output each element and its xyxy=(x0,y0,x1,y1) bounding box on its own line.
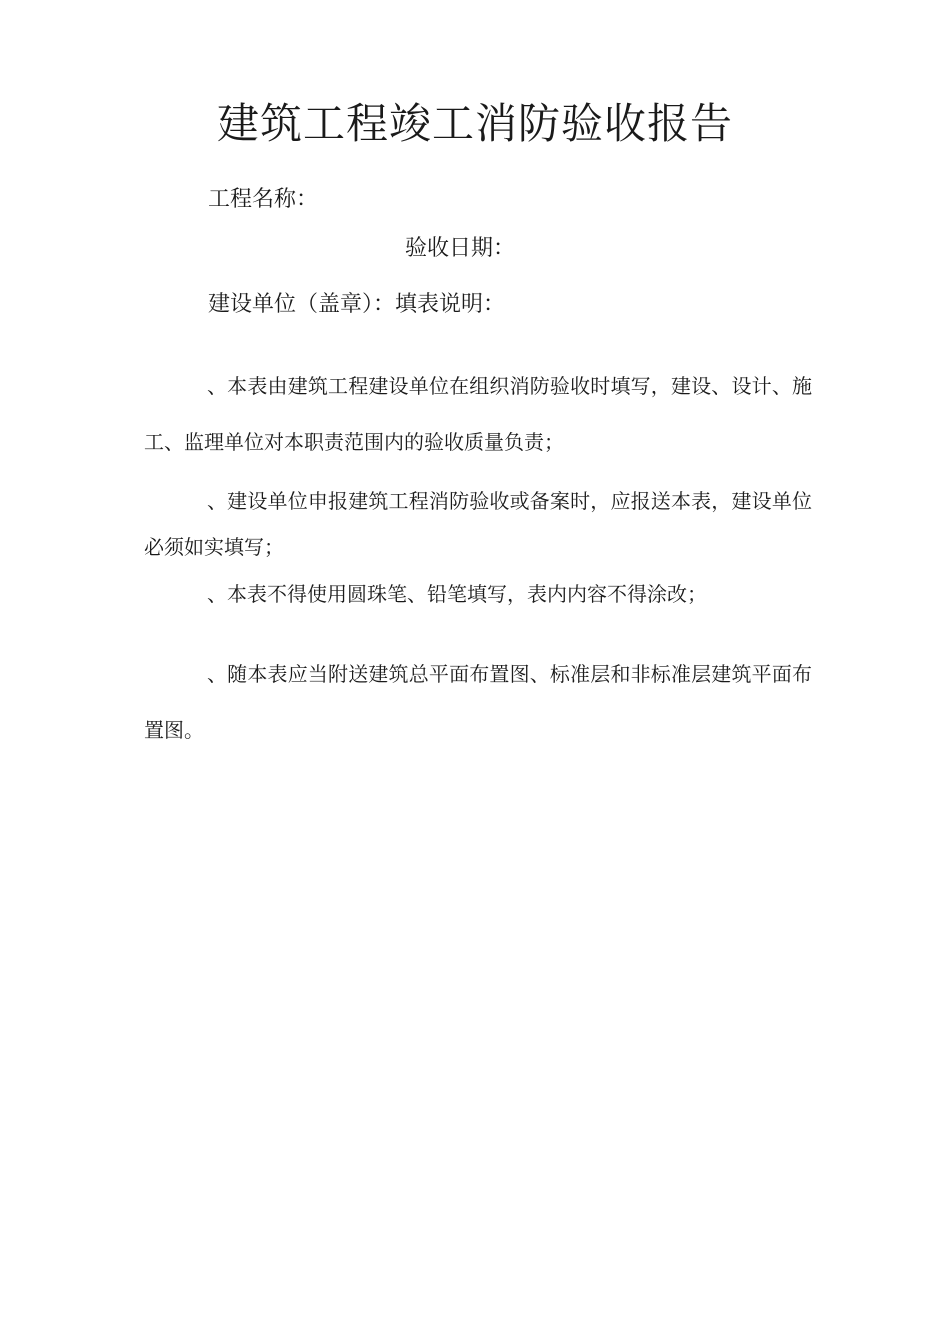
instruction-note-1: 、本表由建筑工程建设单位在组织消防验收时填写，建设、设计、施工、监理单位对本职责范围内的验收质量负责； xyxy=(144,374,812,454)
project-name-label: 工程名称： xyxy=(208,187,319,212)
document-title: 建筑工程竣工消防验收报告 xyxy=(216,99,733,148)
instruction-note-4: 、随本表应当附送建筑总平面布置图、标准层和非标准层建筑平面布置图。 xyxy=(144,662,812,742)
acceptance-date-label: 验收日期： xyxy=(405,236,516,261)
instruction-note-3: 、本表不得使用圆珠笔、铅笔填写，表内内容不得涂改； xyxy=(207,582,707,606)
instruction-note-2: 、建设单位申报建筑工程消防验收或备案时，应报送本表，建设单位必须如实填写； xyxy=(144,489,812,559)
construction-unit-label: 建设单位（盖章）：填表说明： xyxy=(208,292,506,317)
